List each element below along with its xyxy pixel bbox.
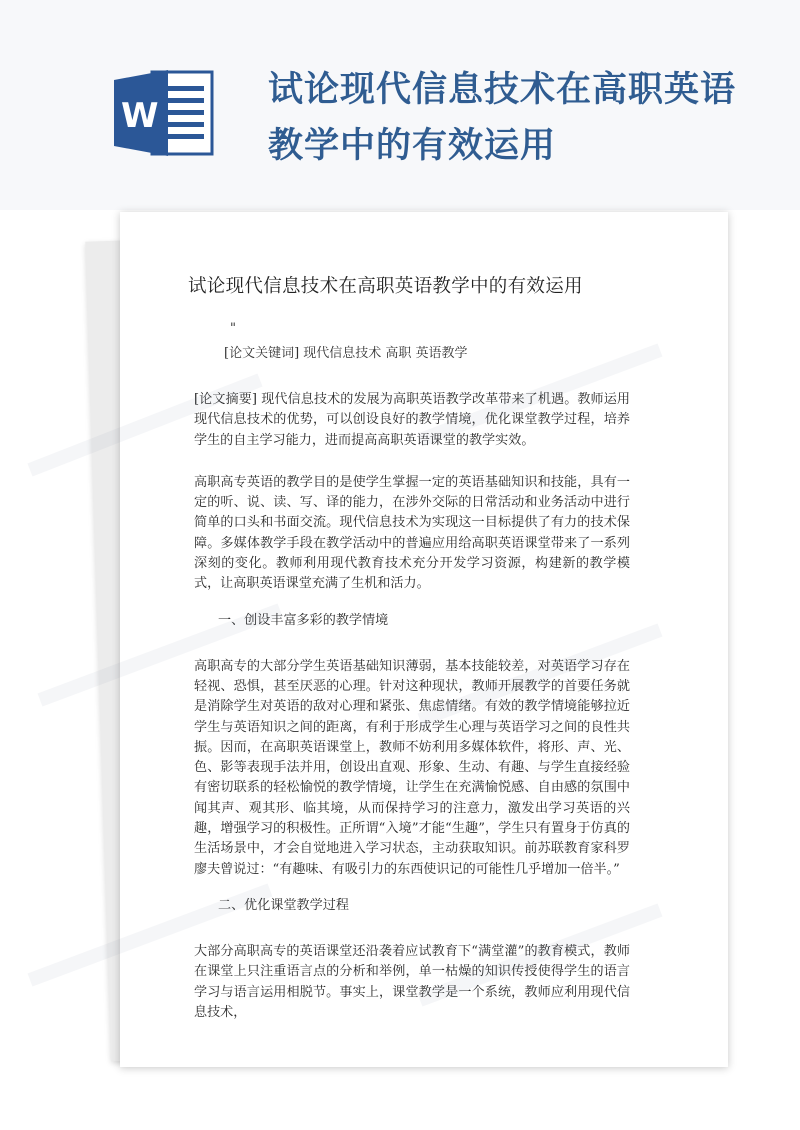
page-content — [188, 274, 630, 1045]
section-heading-2: 二、优化课堂教学过程 — [218, 897, 349, 913]
page-title: 试论现代信息技术在高职英语教学中的有效运用 — [188, 276, 583, 297]
svg-text:W: W — [121, 96, 159, 136]
section-heading-1: 一、创设丰富多彩的教学情境 — [218, 612, 389, 628]
header-banner — [0, 0, 800, 210]
header-title-line-2: 教学中的有效运用 — [268, 126, 557, 166]
quote-mark: " — [230, 321, 236, 336]
header-title-line-1: 试论现代信息技术在高职英语 — [268, 70, 737, 110]
section-1-paragraph: 高职高专的大部分学生英语基础知识薄弱，基本技能较差，对英语学习存在轻视、恐惧，甚至厌恶的心理。针对这种现状，教师开展教学的首要任务就是消除学生对英语的敌对心理和紧张、焦虑情绪。有效的教学情境能够拉近学生与英语知识之间的距离，有利于形成学生心理与英语学习之间的良性共振。因而，在高职英语课堂上，教师不妨利用多媒体软件，将形、声、光、色、影等表现手法并用，创设出直观、形象、生动、有趣、与学生直接经验有密切联系的轻松愉悦的教学情境，让学生在充满愉悦感、自由感的氛围中闻其声、观其形、临其境，从而保持学习的注意力，激发出学习英语的兴趣，增强学习的积极性。正所谓“入境”才能“生趣”，学生只有置身于仿真的生活场景中，才会自觉地进入学习状态，主动获取知识。前苏联教育家科罗廖夫曾说过：“有趣味、有吸引力的东西使识记的可能性几乎增加一倍半。” — [194, 658, 630, 877]
word-document-icon — [112, 68, 216, 158]
section-2-paragraph: 大部分高职高专的英语课堂还沿袭着应试教育下“满堂灌”的教育模式，教师在课堂上只注重语言点的分析和举例，单一枯燥的知识传授使得学生的语言学习与语言运用相脱节。事实上，课堂教学是一个系统，教师应利用现代信息技术， — [194, 943, 630, 1020]
intro-paragraph: 高职高专英语的教学目的是使学生掌握一定的英语基础知识和技能，具有一定的听、说、读、写、译的能力，在涉外交际的日常活动和业务活动中进行简单的口头和书面交流。现代信息技术为实现这一目标提供了有力的技术保障。多媒体教学手段在教学活动中的普遍应用给高职英语课堂带来了一系列深刻的变化。教师利用现代教育技术充分开发学习资源，构建新的教学模式，让高职英语课堂充满了生机和活力。 — [194, 474, 630, 592]
abstract-paragraph: [论文摘要] 现代信息技术的发展为高职英语教学改革带来了机遇。教师运用现代信息技术的优势，可以创设良好的教学情境，优化课堂教学过程，培养学生的自主学习能力，进而提高高职英语课堂的教学实效。 — [194, 392, 630, 448]
document-page — [120, 212, 728, 1067]
keywords: [论文关键词] 现代信息技术 高职 英语教学 — [224, 346, 468, 361]
document-title-header — [268, 62, 768, 174]
